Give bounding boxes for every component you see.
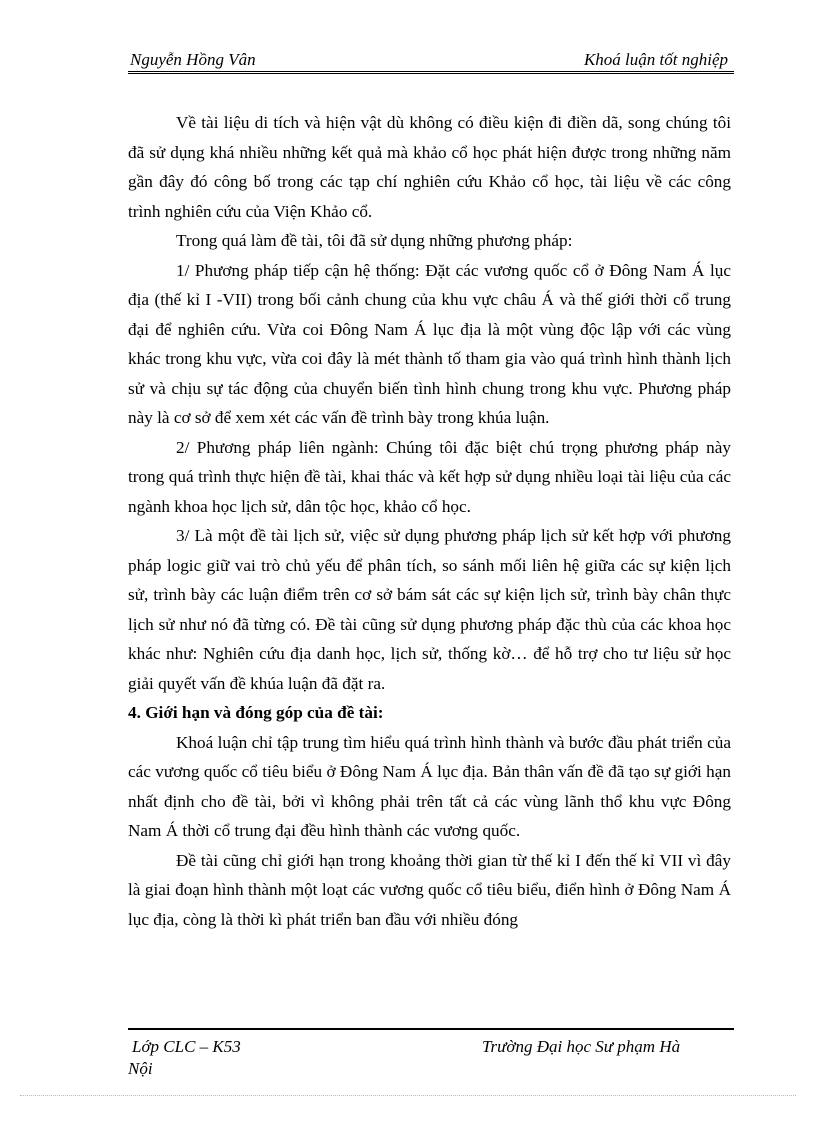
paragraph-methods-intro: Trong quá làm đề tài, tôi đã sử dụng những phương pháp: bbox=[176, 231, 573, 250]
footer-school-wrap: Nội bbox=[128, 1059, 153, 1078]
section-heading-4: 4. Giới hạn và đóng góp của đề tài: bbox=[128, 703, 384, 722]
page-footer bbox=[128, 1028, 734, 1078]
page-header bbox=[128, 48, 734, 74]
paragraph-method-3: 3/ Là một đề tài lịch sử, việc sử dụng phương pháp lịch sử kết hợp với phương pháp logic giữ vai trò chủ yếu để phân tích, so sánh mối liên hệ giữa các sự kiện lịch sử, trình bày các luận điểm trên cơ sở bám sát các sự kiện lịch sử, trình bày chân thực lịch sử như nó đã từng có. Đề tài cũng sử dụng phương pháp đặc thù của các khoa học khác như: Nghiên cứu địa danh học, lịch sử, thống kờ… để hỗ trợ cho tư liệu sử học giải quyết vấn đề khúa luận đã đặt ra. bbox=[128, 526, 731, 693]
paragraph-time-limit: Đề tài cũng chỉ giới hạn trong khoảng thời gian từ thế kỉ I đến thế kỉ VII vì đây là giai đoạn hình thành một loạt các vương quốc cổ tiêu biểu, điển hình ở Đông Nam Á lục địa, còng là thời kì phát triển ban đầu với nhiều đóng bbox=[128, 850, 731, 929]
page-bottom-divider bbox=[20, 1095, 796, 1096]
body-text bbox=[128, 108, 731, 934]
paragraph-archaeology-sources: Về tài liệu di tích và hiện vật dù không có điều kiện đi điền dã, song chúng tôi đã sử dụng khá nhiều những kết quả mà khảo cổ học phát hiện được trong những năm gần đây đó công bố trong các tạp chí nghiên cứu Khảo cổ học, tài liệu về các công trình nghiên cứu của Viện Khảo cổ. bbox=[128, 113, 731, 221]
paragraph-method-1: 1/ Phương pháp tiếp cận hệ thống: Đặt các vương quốc cổ ở Đông Nam Á lục địa (thế kỉ I -VII) trong bối cảnh chung của khu vực châu Á và thế giới thời cổ trung đại để nghiên cứu. Vừa coi Đông Nam Á lục địa là một vùng độc lập với các vùng khác trong khu vực, vừa coi đây là mét thành tố tham gia vào quá trình hình thành lịch sử và chịu sự tác động của chuyển biến tình hình chung trong khu vực. Phương pháp này là cơ sở để xem xét các vấn đề trình bày trong khúa luận. bbox=[128, 260, 731, 427]
footer-class: Lớp CLC – K53 bbox=[132, 1037, 241, 1056]
header-doc-type: Khoá luận tốt nghiệp bbox=[583, 50, 728, 69]
paragraph-scope: Khoá luận chỉ tập trung tìm hiểu quá trình hình thành và bước đầu phát triển của các vương quốc cổ tiêu biểu ở Đông Nam Á lục địa. Bản thân vấn đề đã tạo sự giới hạn nhất định cho đề tài, bởi vì không phải trên tất cả các vùng lãnh thổ khu vực Đông Nam Á thời cổ trung đại đều hình thành các vương quốc. bbox=[128, 732, 731, 840]
footer-school: Trường Đại học Sư phạm Hà bbox=[482, 1037, 681, 1056]
header-author: Nguyễn Hồng Vân bbox=[130, 50, 256, 69]
paragraph-method-2: 2/ Phương pháp liên ngành: Chúng tôi đặc biệt chú trọng phương pháp này trong quá trình thực hiện đề tài, khai thác và kết hợp sử dụng nhiều loại tài liệu của các ngành khoa học lịch sử, dân tộc học, khảo cổ học. bbox=[128, 437, 731, 516]
